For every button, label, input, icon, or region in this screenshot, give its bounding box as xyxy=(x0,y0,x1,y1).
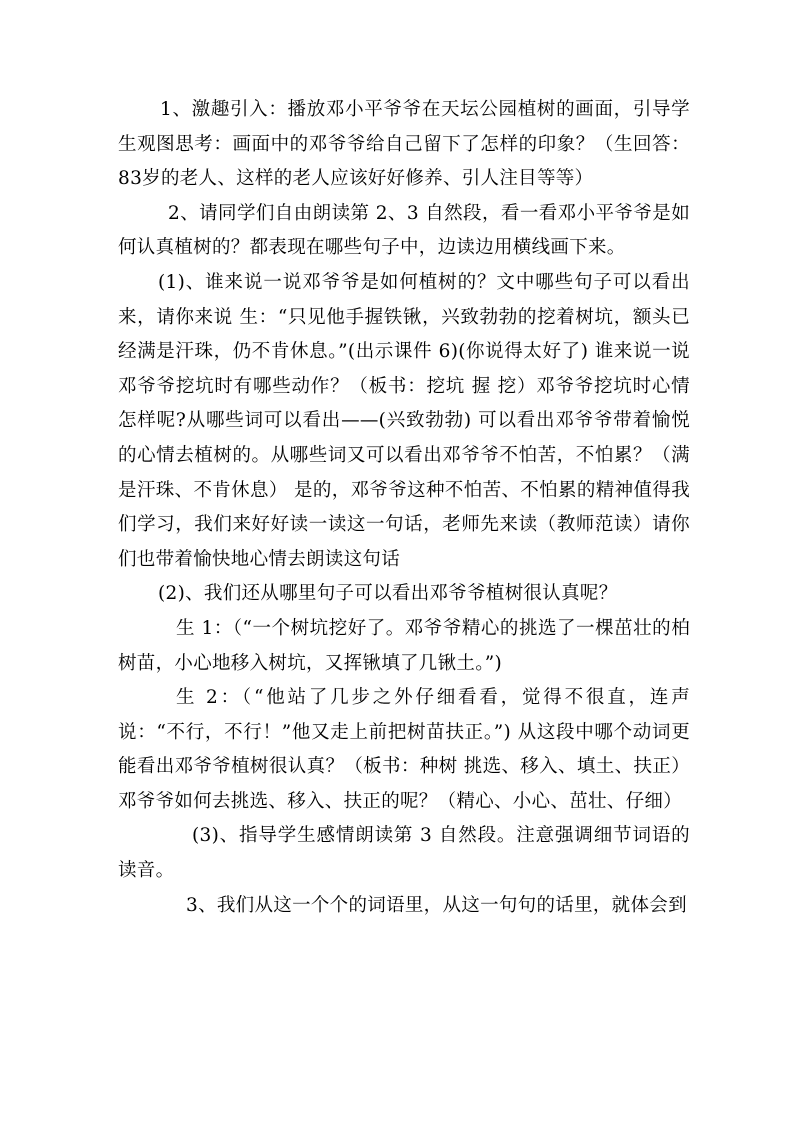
paragraph-sub-2: (2)、我们还从哪里句子可以看出邓爷爷植树很认真呢？ xyxy=(158,583,618,605)
paragraph-student-2: 生 2：（“他站了几步之外仔细看看，觉得不很直，连声说：“不行，不行！”他又走上前把树苗扶正。”) 从这段中哪个动词更能看出邓爷爷植树很认真？（板书：种树 挑选、移入、填土、扶正） 邓爷爷如何去挑选、移入、扶正的呢？（精心、小心、茁壮、仔细） xyxy=(118,687,690,812)
document-body xyxy=(118,93,690,923)
paragraph-step-2: 2、请同学们自由朗读第 2、3 自然段，看一看邓小平爷爷是如何认真植树的？都表现在哪些句子中，边读边用横线画下来。 xyxy=(118,202,690,259)
paragraph-sub-1: (1)、谁来说一说邓爷爷是如何植树的？文中哪些句子可以看出来，请你来说 生：“只见他手握铁锹，兴致勃勃的挖着树坑，额头已经满是汗珠，仍不肯休息。”(出示课件 6)(你说得太好了) 谁来说一说邓爷爷挖坑时有哪些动作？（板书：挖坑 握 挖）邓爷爷挖坑时心情怎样呢?从哪些词可以看出——(兴致勃勃) 可以看出邓爷爷带着愉悦的心情去植树的。从哪些词又可以看出邓爷爷不怕苦，不怕累？（满是汗珠、不肯休息） 是的，邓爷爷这种不怕苦、不怕累的精神值得我们学习，我们来好好读一读这一句话，老师先来读（教师范读）请你们也带着愉快地心情去朗读这句话 xyxy=(118,271,690,570)
paragraph-student-1: 生 1：（“一个树坑挖好了。邓爷爷精心的挑选了一棵茁壮的柏树苗，小心地移入树坑，又挥锹填了几锹土。”) xyxy=(118,617,690,674)
paragraph-intro: 1、激趣引入：播放邓小平爷爷在天坛公园植树的画面，引导学生观图思考：画面中的邓爷爷给自己留下了怎样的印象？（生回答：83岁的老人、这样的老人应该好好修养、引人注目等等） xyxy=(118,99,690,190)
paragraph-step-3: 3、我们从这一个个的词语里，从这一句句的话里，就体会到 xyxy=(186,894,687,916)
paragraph-sub-3: (3)、指导学生感情朗读第 3 自然段。注意强调细节词语的读音。 xyxy=(118,825,690,882)
